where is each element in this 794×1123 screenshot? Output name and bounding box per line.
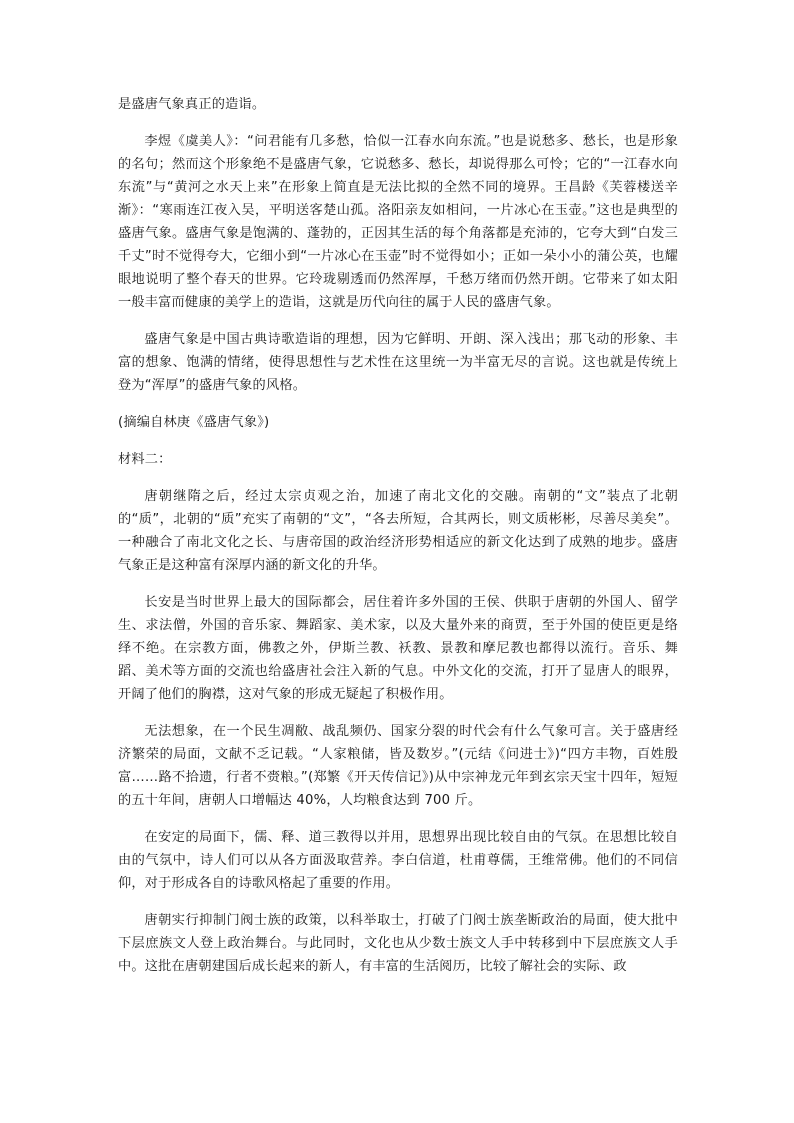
paragraph-2: 李煜《虞美人》：“问君能有几多愁，恰似一江春水向东流。”也是说愁多、愁长，也是形象的名句；然而这个形象绝不是盛唐气象，它说愁多、愁长，却说得那么可怜；它的“一江春水向东流”与“黄河之水天上来”在形象上简直是无法比拟的全然不同的境界。王昌龄《芙蓉楼送辛渐》：“寒雨连江夜入吴，平明送客楚山孤。洛阳亲友如相问，一片冰心在玉壶。”这也是典型的盛唐气象。盛唐气象是饱满的、蓬勃的，正因其生活的每个角落都是充沛的，它夸大到“白发三千丈”时不觉得夸大，它细小到“一片冰心在玉壶”时不觉得如小；正如一朵小小的蒲公英，也耀眼地说明了整个春天的世界。它玲珑剔透而仍然浑厚，千愁万绪而仍然开朗。它带来了如太阳一般丰富而健康的美学上的造诣，这就是历代向往的属于人民的盛唐气象。	[118, 134, 678, 310]
paragraph-9: 在安定的局面下，儒、释、道三教得以并用，思想界出现比较自由的气氛。在思想比较自由的气氛中，诗人们可以从各方面汲取营养。李白信道，杜甫尊儒，王维常佛。他们的不同信仰，对于形成各自的诗歌风格起了重要的作用。	[118, 830, 678, 891]
paragraph-3: 盛唐气象是中国古典诗歌造诣的理想，因为它鲜明、开朗、深入浅出；那飞动的形象、丰富的想象、饱满的情绪，使得思想性与艺术性在这里统一为半富无尽的言说。这也就是传统上登为“浑厚”的盛唐气象的风格。	[118, 332, 678, 393]
source-citation: (摘编自林庚《盛唐气象》)	[118, 415, 270, 430]
paragraph-8: 无法想象，在一个民生凋敝、战乱频仍、国家分裂的时代会有什么气象可言。关于盛唐经济繁荣的局面，文献不乏记载。“人家粮储，皆及数岁。”(元结《问进士》)“四方丰物，百姓殷富……路不拾遗，行者不赍粮。”(郑繁《开天传信记》)从中宗神龙元年到玄宗天宝十四年，短短的五十年间，唐朝人口增幅达 40%，人均粮食达到 700 斤。	[118, 724, 678, 808]
paragraph-7: 长安是当时世界上最大的国际都会，居住着许多外国的王侯、供职于唐朝的外国人、留学生、求法僧，外国的音乐家、舞蹈家、美术家，以及大量外来的商贾，至于外国的使臣更是络绎不绝。在宗教方面，佛教之外，伊斯兰教、袄教、景教和摩尼教也都得以流行。音乐、舞蹈、美术等方面的交流也给盛唐社会注入新的气息。中外文化的交流，打开了显唐人的眼界，开阔了他们的胸襟，这对气象的形成无疑起了积极作用。	[118, 595, 678, 702]
paragraph-6: 唐朝继隋之后，经过太宗贞观之治，加速了南北文化的交融。南朝的“文”装点了北朝的“质”，北朝的“质”充实了南朝的“文”，“各去所短，合其两长，则文质彬彬，尽善尽美矣”。一种融合了南北文化之长、与唐帝国的政治经济形势相适应的新文化达到了成熟的地步。盛唐气象正是这种富有深厚内涵的新文化的升华。	[118, 489, 678, 573]
document-page	[118, 93, 678, 978]
paragraph-10: 唐朝实行抑制门阀士族的政策，以科举取士，打破了门阀士族垄断政治的局面，使大批中下层庶族文人登上政治舞台。与此同时，文化也从少数士族文人手中转移到中下层庶族文人手中。这批在唐朝建国后成长起来的新人，有丰富的生活阅历，比较了解社会的实际、政	[118, 913, 678, 974]
paragraph-1: 是盛唐气象真正的造诣。	[118, 97, 266, 112]
section-heading: 材料二：	[118, 452, 172, 467]
